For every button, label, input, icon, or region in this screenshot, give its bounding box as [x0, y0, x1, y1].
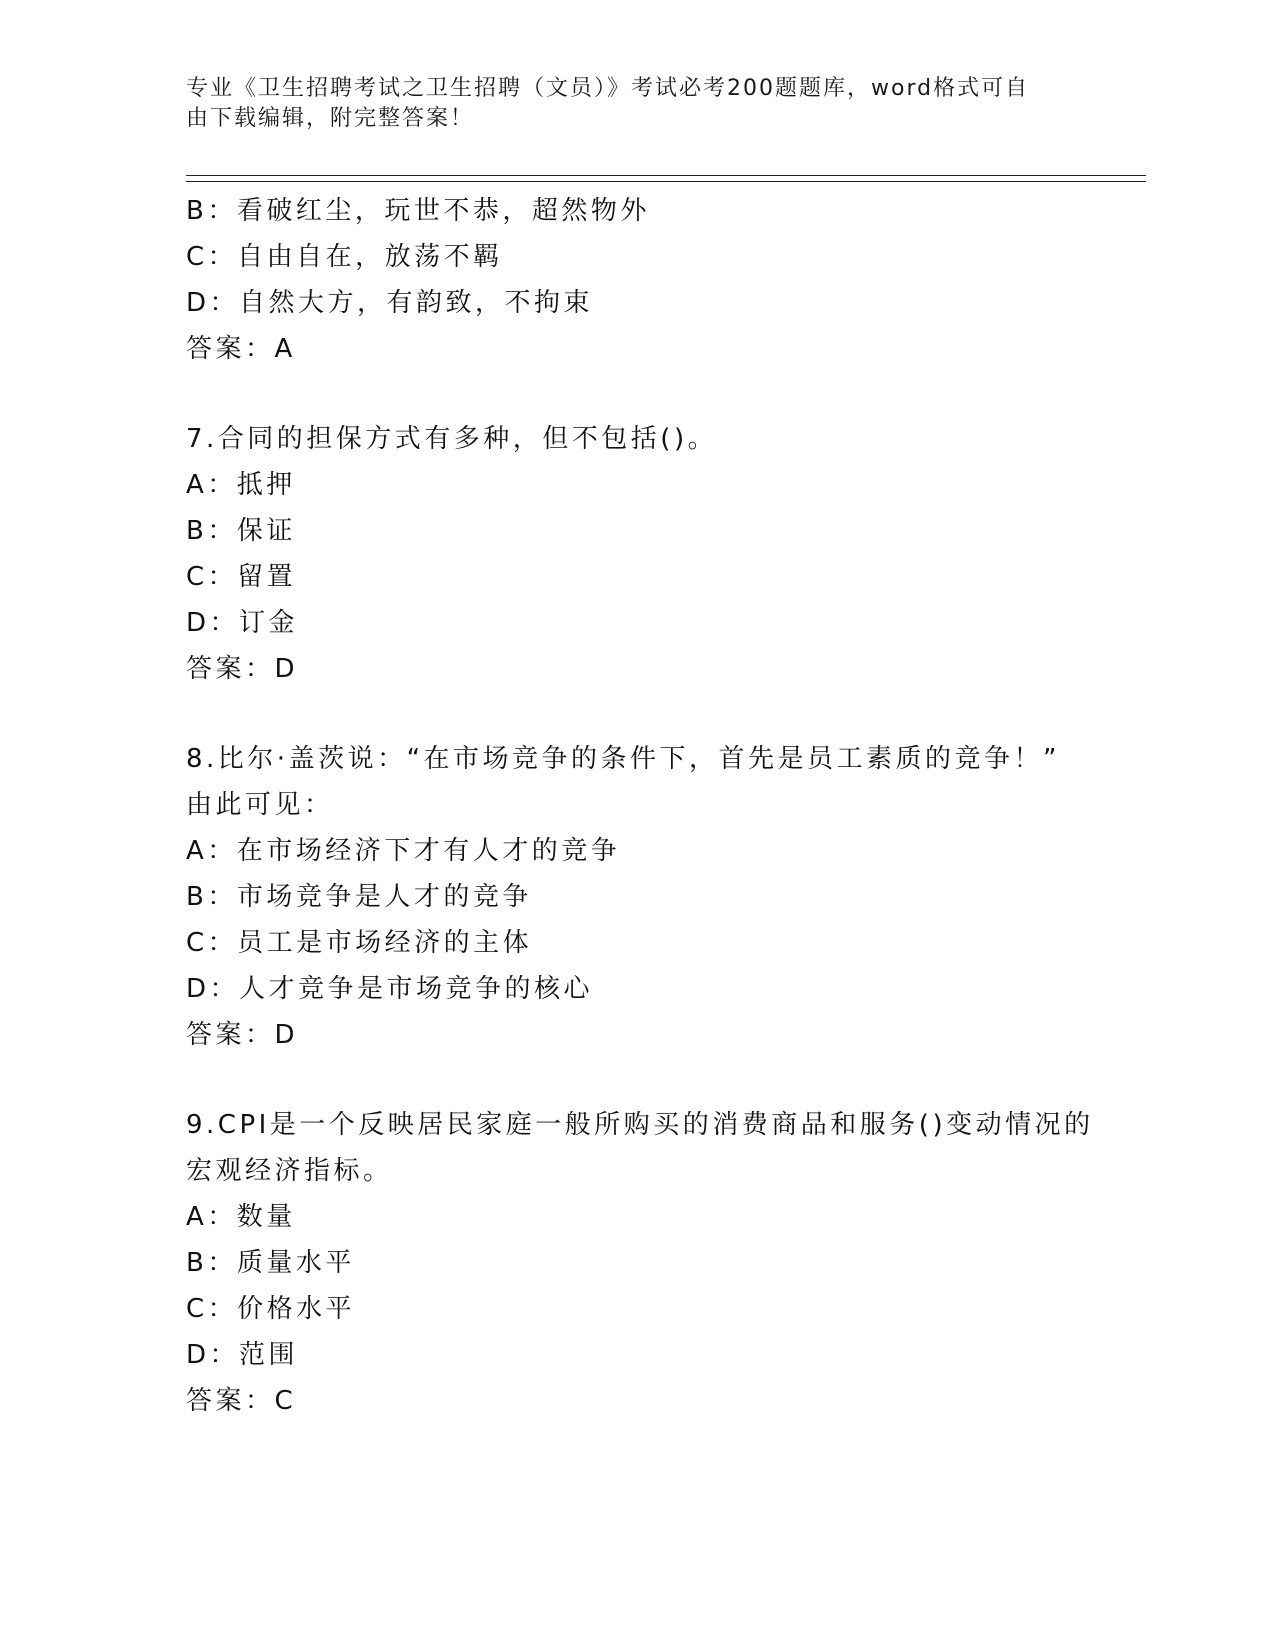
- document-header: [186, 74, 1066, 134]
- spacer: [186, 372, 1086, 416]
- option-d: D：订金: [186, 608, 299, 638]
- answer-line: 答案：D: [186, 1020, 299, 1050]
- option-c: C：员工是市场经济的主体: [186, 928, 533, 958]
- option-c: C：自由自在，放荡不羁: [186, 242, 503, 272]
- question-stem-continued: 由此可见：: [186, 790, 334, 820]
- header-line-1: 专业《卫生招聘考试之卫生招聘（文员）》考试必考200题题库，word格式可自: [186, 76, 1030, 101]
- option-a: A：抵押: [186, 470, 296, 500]
- spacer: [186, 1058, 1086, 1102]
- answer-line: 答案：D: [186, 654, 299, 684]
- question-stem: 8.比尔·盖茨说：“在市场竞争的条件下，首先是员工素质的竞争！”: [186, 744, 1061, 774]
- option-b: B：看破红尘，玩世不恭，超然物外: [186, 196, 650, 226]
- header-line-2: 由下载编辑，附完整答案！: [186, 106, 475, 131]
- option-c: C：留置: [186, 562, 297, 592]
- spacer: [186, 692, 1086, 736]
- option-d: D：人才竞争是市场竞争的核心: [186, 974, 594, 1004]
- question-9: [186, 1102, 1094, 1424]
- option-d: D：范围: [186, 1340, 299, 1370]
- option-c: C：价格水平: [186, 1294, 356, 1324]
- question-7: [186, 416, 1086, 692]
- question-fragment: [186, 188, 1086, 372]
- question-stem: 7.合同的担保方式有多种，但不包括()。: [186, 424, 718, 454]
- question-stem-continued: 宏观经济指标。: [186, 1156, 393, 1186]
- question-list: [186, 188, 1094, 1424]
- answer-line: 答案：A: [186, 334, 296, 364]
- option-a: A：在市场经济下才有人才的竞争: [186, 836, 621, 866]
- question-stem: 9.CPI是一个反映居民家庭一般所购买的消费商品和服务()变动情况的: [186, 1110, 1094, 1140]
- answer-line: 答案：C: [186, 1386, 297, 1416]
- option-b: B：保证: [186, 516, 296, 546]
- option-b: B：市场竞争是人才的竞争: [186, 882, 532, 912]
- option-a: A：数量: [186, 1202, 296, 1232]
- question-8: [186, 736, 1086, 1058]
- option-d: D：自然大方，有韵致，不拘束: [186, 288, 594, 318]
- option-b: B：质量水平: [186, 1248, 355, 1278]
- header-divider-bottom: [186, 181, 1146, 182]
- header-divider-top: [186, 175, 1146, 176]
